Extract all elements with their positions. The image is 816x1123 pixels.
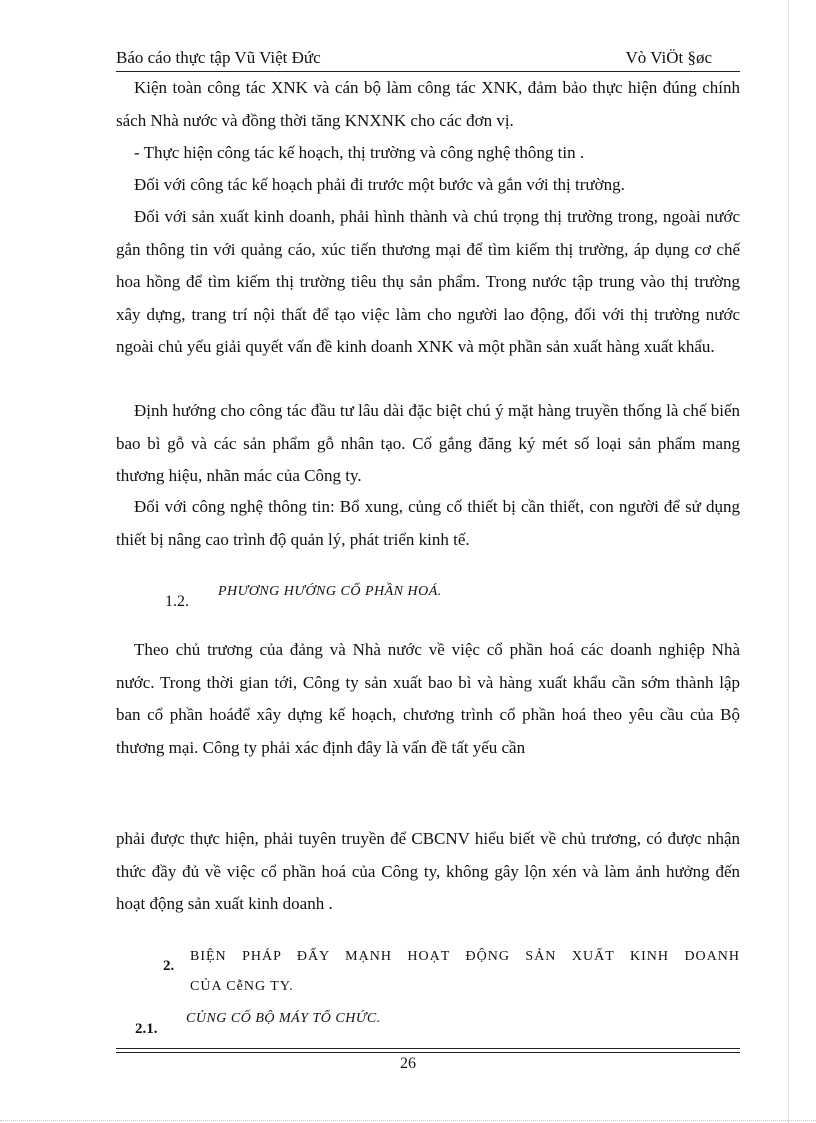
paragraph-equitization: Theo chủ trương của đảng và Nhà nước về việc cổ phần hoá các doanh nghiệp Nhà nước. Trong thời gian tới, Công ty sản xuất bao bì và hàng xuất khẩu cần sớm thành lập ban cổ phần hoáđể xây dựng kế hoạch, chương trình cổ phần hoá theo yêu cầu của Bộ thương mại. Công ty phải xác định đây là vấn đề tất yếu cần xyxy=(116,640,740,757)
page-edge-right xyxy=(788,0,789,1123)
section-2-1-title: CỦNG CỐ BỘ MÁY TỔ CHỨC. xyxy=(186,1011,381,1026)
page-edge-bottom xyxy=(0,1120,816,1121)
header-left-text: Báo cáo thực tập Vũ Việt Đức xyxy=(116,48,321,67)
paragraph-it: Đối với công nghệ thông tin: Bổ xung, củng cố thiết bị cần thiết, con người để sử dụng thiết bị nâng cao trình độ quản lý, phát triển kinh tế. xyxy=(116,497,740,549)
paragraph-investment: Định hướng cho công tác đầu tư lâu dài đặc biệt chú ý mặt hàng truyền thống là chế biến bao bì gỗ và các sản phẩm gỗ nhân tạo. Cố gắng đăng ký mét số loại sản phẩm mang thương hiệu, nhãn mác của Công ty. xyxy=(116,401,740,485)
paragraph-business: Đối với sản xuất kinh doanh, phải hình thành và chú trọng thị trường trong, ngoài nước gắn thông tin với quảng cáo, xúc tiến thương mại để tìm kiếm thị trường, áp dụng cơ chế hoa hồng để tìm kiếm thị trường tiêu thụ sản phẩm. Trong nước tập trung vào thị trường xây dựng, trang trí nội thất để tạo việc làm cho người lao động, đối với thị trường nước ngoài chủ yếu giải quyết vấn đề kinh doanh XNK và một phần sản xuất hàng xuất khẩu. xyxy=(116,207,740,356)
paragraph-equitization-continued: phải được thực hiện, phải tuyên truyền để CBCNV hiểu biết về chủ trương, có được nhận thức đầy đủ về việc cổ phần hoá của Công ty, không gây lộn xén và làm ảnh hưởng đến hoạt động sản xuất kinh doanh . xyxy=(116,829,740,913)
paragraph-xnk: Kiện toàn công tác XNK và cán bộ làm công tác XNK, đảm bảo thực hiện đúng chính sách Nhà nước và đồng thời tăng KNXNK cho các đơn vị. xyxy=(116,78,740,130)
paragraph-plan-market-it: - Thực hiện công tác kế hoạch, thị trường và công nghệ thông tin . xyxy=(134,143,585,162)
section-2-title-line2: CỦA CễNG TY. xyxy=(190,979,294,994)
section-1-2-title: PHƯƠNG HƯỚNG CỔ PHẦN HOÁ. xyxy=(218,584,442,599)
page-header xyxy=(116,48,740,70)
section-2-title-line1: BIỆN PHÁP ĐẨY MẠNH HOẠT ĐỘNG SẢN XUẤT KINH DOANH xyxy=(190,949,740,964)
section-2-1-number: 2.1. xyxy=(135,1021,158,1037)
section-2-number: 2. xyxy=(163,958,175,974)
footer-rule-bottom xyxy=(116,1052,740,1053)
page-number: 26 xyxy=(400,1055,416,1072)
section-1-2-number: 1.2. xyxy=(165,593,189,610)
paragraph-plan: Đối với công tác kế hoạch phải đi trước một bước và gắn với thị trường. xyxy=(134,175,625,194)
header-right-text: Vò ViÖt §øc xyxy=(625,48,712,67)
footer-rule-top xyxy=(116,1048,740,1049)
